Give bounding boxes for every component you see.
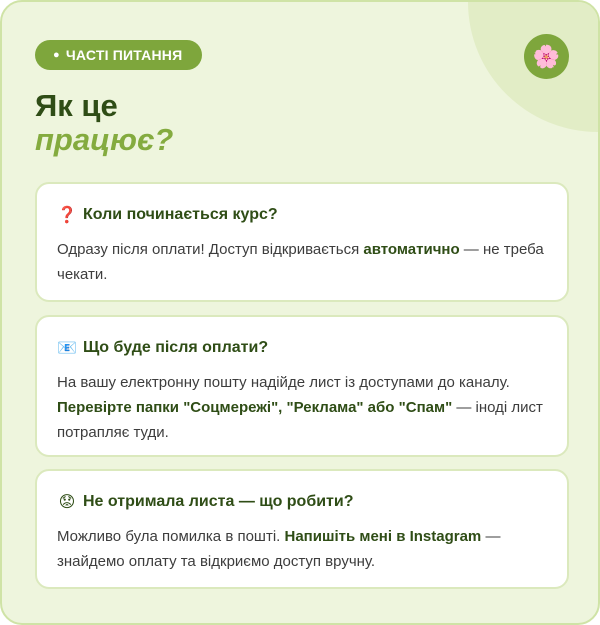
section-badge	[35, 40, 202, 70]
faq-answer	[57, 524, 547, 574]
answer-text: — іноді лист потрапляє туди.	[57, 399, 543, 441]
answer-highlight: Напишіть мені в Instagram	[284, 528, 482, 545]
faq-answer	[57, 370, 547, 445]
answer-highlight: автоматично	[363, 241, 460, 258]
question-mark-icon: ❓	[57, 207, 77, 224]
answer-text: Можливо була помилка в пошті.	[57, 528, 285, 545]
worried-face-icon: 😟	[58, 494, 76, 511]
answer-text: Одразу після оплати! Доступ відкривається	[57, 241, 364, 258]
answer-text: На вашу електронну пошту надійде лист із доступами до каналу.	[57, 374, 510, 391]
dot-icon: ●	[53, 49, 60, 61]
faq-question	[57, 491, 547, 513]
answer-highlight: Перевірте папки "Соцмережі", "Реклама" або "Спам"	[57, 399, 453, 416]
page-title-line-1: Як це	[35, 88, 118, 123]
faq-item-no-email[interactable]	[35, 469, 569, 589]
faq-question	[57, 337, 547, 359]
flower-icon: 🌸	[532, 43, 561, 69]
answer-text: — не треба чекати.	[57, 241, 544, 283]
faq-item-after-payment[interactable]	[35, 315, 569, 457]
email-icon: 📧	[57, 340, 77, 357]
flower-button[interactable]	[524, 34, 569, 79]
faq-question-text: Не отримала листа — що робити?	[83, 493, 354, 510]
faq-question	[57, 204, 547, 226]
faq-question-text: Що буде після оплати?	[83, 339, 269, 356]
answer-text: — знайдемо оплату та відкриємо доступ вручну.	[57, 528, 501, 570]
faq-item-course-start[interactable]	[35, 182, 569, 302]
faq-question-text: Коли починається курс?	[83, 206, 278, 223]
page-title-line-2: працює?	[35, 122, 174, 157]
faq-answer	[57, 237, 547, 287]
badge-label: ЧАСТІ ПИТАННЯ	[65, 47, 183, 63]
